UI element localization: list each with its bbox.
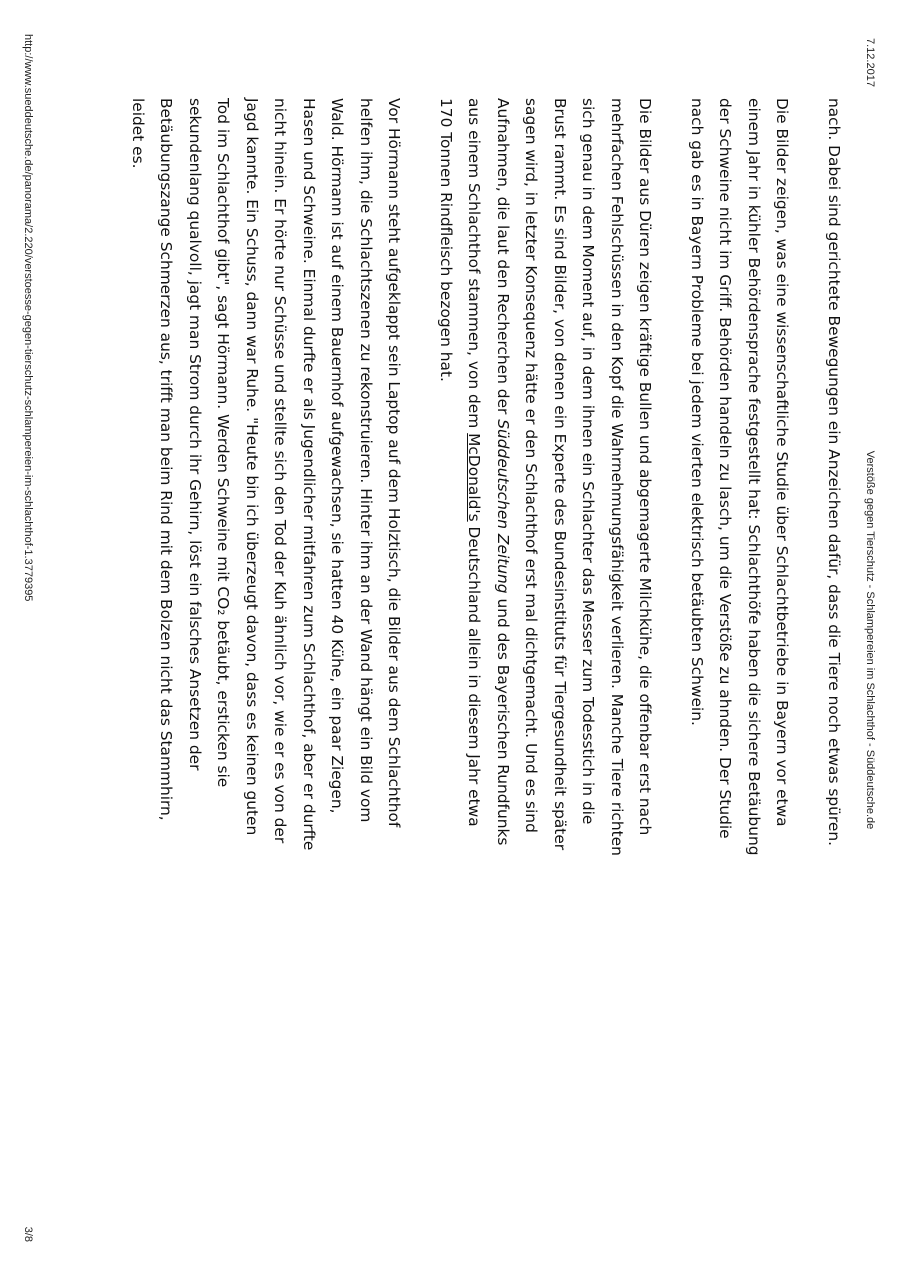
article-paragraph-1: nach. Dabei sind gerichtete Bewegungen ein Anzeichen dafür, dass die Tiere noch etwas spüren.: [825, 98, 843, 847]
print-page-title: Verstöße gegen Tierschutz - Schlampereien im Schlachthof - Süddeutsche.de: [864, 450, 876, 830]
paragraph-3-text-a: Die Bilder aus Düren zeigen kräftige Bullen und abgemagerte Milchkühe, die offenbar erst nach mehrfachen Fehlschüssen in den Kopf die Wahrnehmungsfähigkeit verlieren. Manche Tiere richten sich genau in dem Moment auf, in dem ihnen ein Schlachter das Messer zum Todesstich in die Brust rammt. Es sind Bilder, von denen ein Experte des Bundesinstituts für Tiergesundheit später sagen wird, in letzter Konsequenz hätte er den Schlachthof erst mal dichtgemacht. Und es sind Aufnahmen, die laut den Recherchen der: [494, 98, 655, 856]
print-footer: [14, 0, 34, 1280]
article-body: [101, 98, 849, 858]
paragraph-3-text-b: und des Bayerischen Rundfunks aus einem Schlachthof stammen, von dem: [465, 98, 512, 846]
paragraph-3-text-c: Deutschland allein in diesem Jahr etwa 170 Tonnen Rindfleisch bezogen hat.: [437, 98, 484, 827]
print-date: 7.12.2017: [864, 38, 876, 87]
mcdonalds-link[interactable]: McDonald's: [465, 433, 484, 522]
print-header: [856, 0, 876, 1280]
print-page-number: 3/8: [22, 1226, 34, 1242]
newspaper-name-italic: Süddeutschen Zeitung: [494, 419, 512, 594]
article-paragraph-2: Die Bilder zeigen, was eine wissenschaftliche Studie über Schlachtbetriebe in Bayern vor etwa einem Jahr in kühler Behördensprache festgestellt hat: Schlachthöfe haben die sichere Betäubung der Schweine nicht im Griff. Behörden handeln zu lasch, um die Verstöße zu ahnden. Der Studie nach gab es in Bayern Probleme bei jedem vierten elektrisch betäubten Schwein.: [688, 98, 792, 856]
print-url: http://www.sueddeutsche.de/panorama/2.220/verstoesse-gegen-tierschutz-schlampereien-im-schlachthof-1.3779395: [22, 34, 34, 602]
article-paragraph-4: Vor Hörmann steht aufgeklappt sein Laptop auf dem Holztisch, die Bilder aus dem Schlachthof helfen ihm, die Schlachtszenen zu rekonstruieren. Hinter ihm an der Wand hängt ein Bild vom Wald. Hörmann ist auf einem Bauernhof aufgewachsen, sie hatten 40 Kühe, ein paar Ziegen, Hasen und Schweine. Einmal durfte er als Jugendlicher mitfahren zum Schlachthof, aber er durfte nicht hinein. Er hörte nur Schüsse und stellte sich den Tod der Kuh ähnlich vor, wie er es von der Jagd kannte. Ein Schuss, dann war Ruhe. "Heute bin ich überzeugt davon, dass es keinen guten Tod im Schlachthof gibt", sagt Hörmann. Werden Schweine mit CO₂ betäubt, ersticken sie sekundenlang qualvoll, jagt man Strom durch ihr Gehirn, löst ein falsches Ansetzen der Betäubungszange Schmerzen aus, trifft man beim Rind mit dem Bolzen nicht das Stammhirn, leidet es.: [129, 98, 404, 851]
article-paragraph-3: [432, 98, 660, 858]
